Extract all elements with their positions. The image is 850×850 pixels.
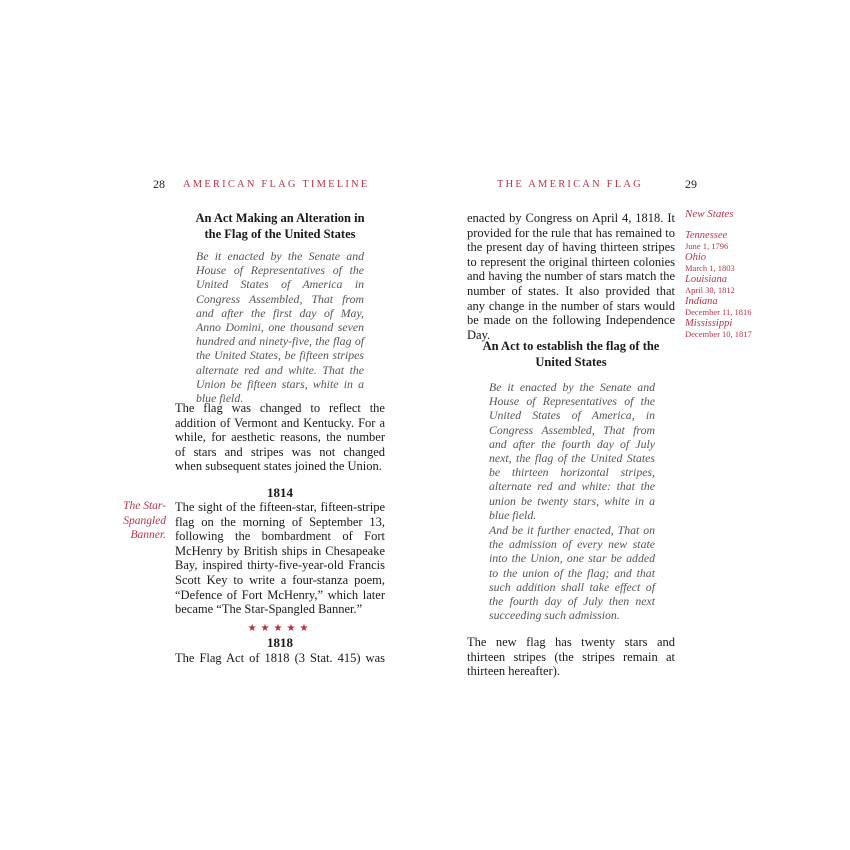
right-act-text-1: Be it enacted by the Senate and House of Representatives of the United States of America, in Congress Assembled, That from and after the fourth day of July next, the flag of the United States be thirteen horizontal stripes, alternate red and white: that the union be twenty stars, white in a blue field. <box>489 380 655 522</box>
left-act-text: Be it enacted by the Senate and House of Representatives of the United States of America in Congress Assembled, That from and after the first day of May, Anno Domini, one thousand seven hundred and ninety-five, the flag of the United States, be fifteen stripes alternate red and white. That the Union be fifteen stars, white in a blue field. <box>196 249 364 406</box>
right-page-number: 29 <box>685 177 697 191</box>
left-page-number: 28 <box>153 177 165 191</box>
left-running-head: AMERICAN FLAG TIMELINE <box>183 179 370 190</box>
state-entry <box>685 296 765 318</box>
state-date: December 11, 1816 <box>685 307 752 317</box>
state-entry <box>685 274 765 296</box>
right-act-heading-line2: United States <box>535 355 607 369</box>
year-1818-heading: 1818 <box>267 635 293 650</box>
state-date: March 1, 1803 <box>685 263 735 273</box>
state-date: April 30, 1812 <box>685 285 735 295</box>
right-act-heading-line1: An Act to establish the flag of the <box>482 339 660 353</box>
state-date: December 10, 1817 <box>685 329 752 339</box>
state-date: June 1, 1796 <box>685 241 729 251</box>
star-spangled-margin-note: The Star-Spangled Banner. <box>123 500 166 541</box>
left-act-heading-line2: the Flag of the United States <box>204 227 356 241</box>
state-name: Louisiana <box>685 274 728 285</box>
left-act-heading <box>175 210 385 242</box>
state-entry <box>685 252 765 274</box>
new-states-sidebar <box>685 208 765 340</box>
state-name: Ohio <box>685 252 706 263</box>
state-name: Tennessee <box>685 230 728 241</box>
paragraph-1818: The Flag Act of 1818 (3 Stat. 415) was <box>175 651 385 665</box>
stars-divider-icon: ★★★★★ <box>247 623 313 634</box>
new-states-title: New States <box>685 208 734 220</box>
state-entry <box>685 230 765 252</box>
state-name: Indiana <box>685 296 718 307</box>
right-act-heading <box>467 338 675 370</box>
left-act-heading-line1: An Act Making an Alteration in <box>195 211 365 225</box>
right-closing-paragraph: The new flag has twenty stars and thirteen stripes (the stripes remain at thirteen hereafter). <box>467 635 675 679</box>
state-entry <box>685 318 765 340</box>
paragraph-1814: The sight of the fifteen-star, fifteen-stripe flag on the morning of September 13, following the bombardment of Fort McHenry by British ships in Chesapeake Bay, inspired thirty-five-year-old Francis Scott Key to write a four-stanza poem, “Defence of Fort McHenry,” which later became “The Star-Spangled Banner.” <box>175 500 385 617</box>
left-paragraph-1: The flag was changed to reflect the addition of Vermont and Kentucky. For a while, for aesthetic reasons, the number of stars and stripes was not changed when subsequent states joined the Union. <box>175 401 385 474</box>
right-running-head: THE AMERICAN FLAG <box>497 179 643 190</box>
year-1814-heading: 1814 <box>267 485 293 500</box>
state-name: Mississippi <box>685 318 733 329</box>
right-act-text-2: And be it further enacted, That on the admission of every new state into the Union, one star be added to the union of the flag; and that such addition shall take effect of the fourth day of July then next succeeding such admission. <box>489 523 655 623</box>
right-paragraph-continued: enacted by Congress on April 4, 1818. It provided for the rule that has remained to the present day of having thirteen stripes to represent the original thirteen colonies and having the number of stars match the number of states. It also provided that any change in the number of stars would be made on the following Independence Day. <box>467 211 675 342</box>
